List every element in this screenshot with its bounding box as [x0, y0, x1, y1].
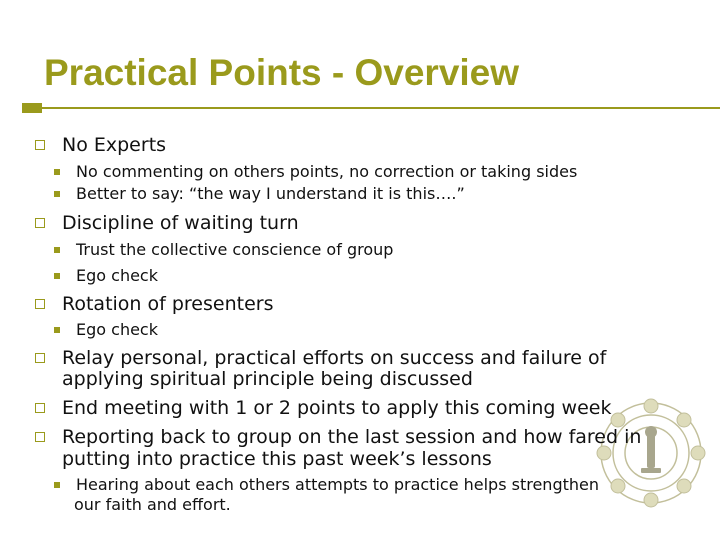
sub-bullet-no-commenting: No commenting on others points, no correction or taking sides — [76, 162, 578, 181]
bullet-icon — [35, 140, 45, 150]
bullet-rotation: Rotation of presenters — [62, 293, 274, 315]
sub-bullet-icon — [54, 247, 60, 253]
sub-bullet-ego-check-2: Ego check — [76, 320, 158, 339]
sub-bullet-ego-check-1: Ego check — [76, 266, 158, 285]
bullet-relay-line2: applying spiritual principle being discussed — [62, 368, 473, 390]
bullet-icon — [35, 403, 45, 413]
sub-bullet-icon — [54, 273, 60, 279]
title-rule-accent — [22, 103, 42, 113]
sub-bullet-hearing-line2: our faith and effort. — [74, 495, 231, 514]
title-rule-line — [42, 107, 720, 109]
bullet-icon — [35, 353, 45, 363]
bullet-no-experts: No Experts — [62, 134, 167, 156]
bullet-reporting-line2: putting into practice this past week’s lessons — [62, 448, 492, 470]
sub-bullet-hearing-line1: Hearing about each others attempts to practice helps strengthen — [76, 475, 599, 494]
bullet-end-meeting: End meeting with 1 or 2 points to apply this coming week — [62, 397, 612, 419]
bullet-discipline: Discipline of waiting turn — [62, 212, 299, 234]
bullet-relay-line1: Relay personal, practical efforts on success and failure of — [62, 347, 607, 369]
bullet-icon — [35, 432, 45, 442]
sub-bullet-icon — [54, 482, 60, 488]
seal-icon — [596, 398, 706, 508]
sub-bullet-better-to-say: Better to say: “the way I understand it is this….” — [76, 184, 465, 203]
bullet-reporting-line1: Reporting back to group on the last session and how fared in — [62, 426, 642, 448]
slide-title: Practical Points - Overview — [44, 52, 520, 93]
sub-bullet-icon — [54, 169, 60, 175]
bullet-icon — [35, 218, 45, 228]
bullet-icon — [35, 299, 45, 309]
sub-bullet-trust: Trust the collective conscience of group — [76, 240, 394, 259]
sub-bullet-icon — [54, 327, 60, 333]
sub-bullet-icon — [54, 191, 60, 197]
